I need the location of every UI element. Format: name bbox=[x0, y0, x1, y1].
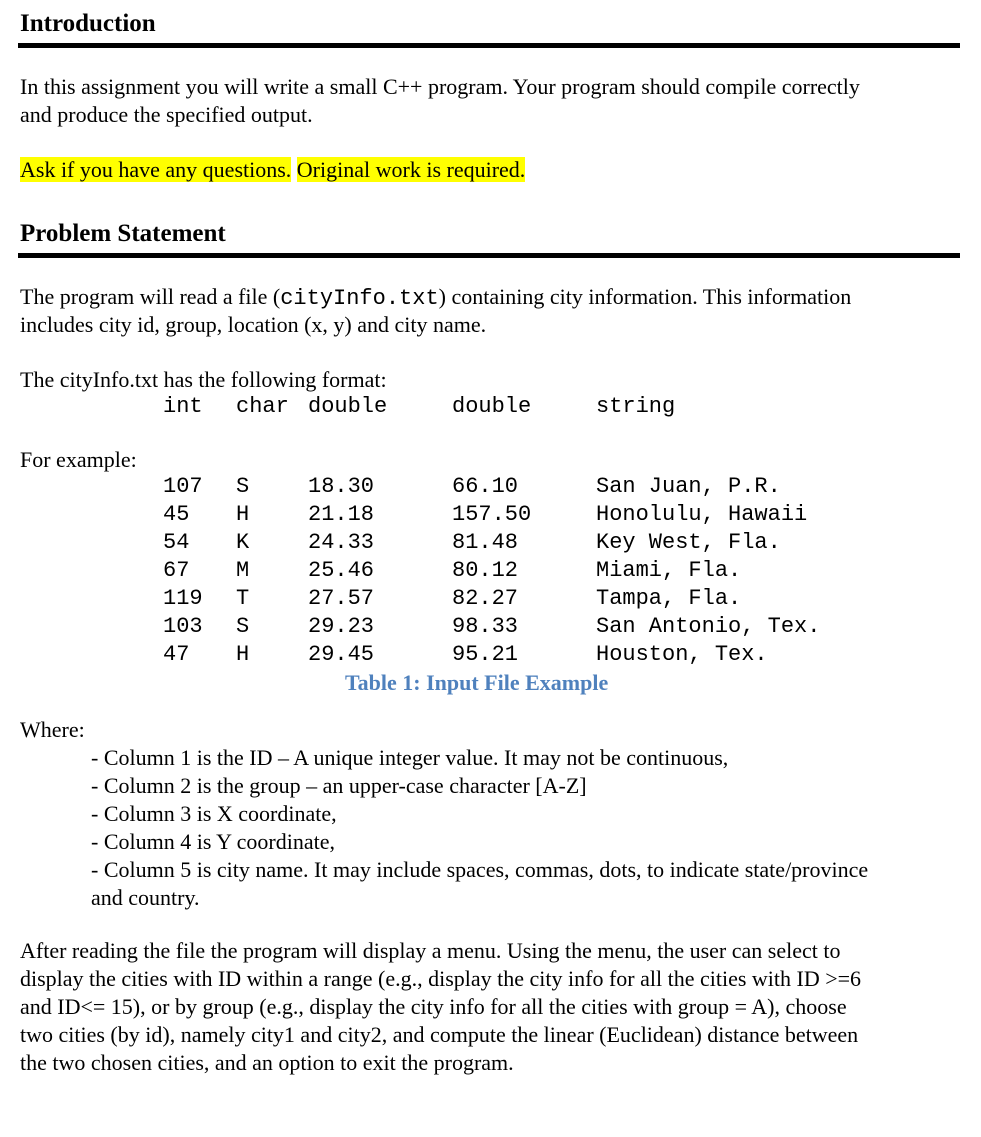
column-description-list bbox=[91, 744, 868, 912]
table-cell: Houston, Tex. bbox=[596, 642, 768, 667]
intro-heading: Introduction bbox=[20, 10, 156, 37]
table-cell: 18.30 bbox=[308, 474, 375, 499]
table-cell: 81.48 bbox=[452, 530, 519, 555]
table-cell: San Antonio, Tex. bbox=[596, 614, 821, 639]
table-cell: 66.10 bbox=[452, 474, 519, 499]
table-cell: T bbox=[236, 586, 250, 611]
where-label: Where: bbox=[20, 717, 85, 742]
table-cell: 47 bbox=[163, 642, 190, 667]
table-cell: 103 bbox=[163, 614, 203, 639]
problem-paragraph-line-1: The program will read a file (cityInfo.txt) containing city information. This information bbox=[20, 284, 852, 311]
example-label: For example: bbox=[20, 447, 137, 472]
format-type-char: char bbox=[236, 394, 289, 419]
table-cell: 67 bbox=[163, 558, 190, 583]
table-cell: Miami, Fla. bbox=[596, 558, 742, 583]
original-work-highlight: Original work is required. bbox=[296, 157, 526, 182]
problem-rule bbox=[18, 253, 960, 258]
table-cell: 29.23 bbox=[308, 614, 375, 639]
filename-code: cityInfo.txt bbox=[280, 286, 439, 311]
table-cell: 107 bbox=[163, 474, 203, 499]
table-cell: 98.33 bbox=[452, 614, 519, 639]
table-cell: 157.50 bbox=[452, 502, 532, 527]
table-cell: H bbox=[236, 642, 250, 667]
paragraph-line: After reading the file the program will display a menu. Using the menu, the user can select to bbox=[20, 938, 841, 963]
table-cell: 21.18 bbox=[308, 502, 375, 527]
table-cell: 95.21 bbox=[452, 642, 519, 667]
table-caption: Table 1: Input File Example bbox=[345, 670, 609, 695]
menu-description-paragraph bbox=[20, 937, 861, 1077]
list-item: - Column 2 is the group – an upper-case character [A-Z] bbox=[91, 773, 587, 798]
list-item: - Column 1 is the ID – A unique integer value. It may not be continuous, bbox=[91, 745, 729, 770]
table-cell: 119 bbox=[163, 586, 203, 611]
table-cell: S bbox=[236, 614, 250, 639]
list-item: - Column 5 is city name. It may include spaces, commas, dots, to indicate state/province bbox=[91, 857, 869, 882]
table-cell: 45 bbox=[163, 502, 190, 527]
table-cell: 80.12 bbox=[452, 558, 519, 583]
intro-paragraph-line-1: In this assignment you will write a small C++ program. Your program should compile correctly bbox=[20, 74, 860, 99]
table-cell: Tampa, Fla. bbox=[596, 586, 742, 611]
format-type-double-x: double bbox=[308, 394, 388, 419]
paragraph-line: and ID<= 15), or by group (e.g., display the city info for all the cities with group = A), choose bbox=[20, 994, 847, 1019]
intro-highlight-line bbox=[20, 156, 525, 184]
format-type-double-y: double bbox=[452, 394, 532, 419]
paragraph-line: the two chosen cities, and an option to exit the program. bbox=[20, 1050, 514, 1075]
intro-rule bbox=[18, 43, 960, 48]
table-cell: 82.27 bbox=[452, 586, 519, 611]
format-intro: The cityInfo.txt has the following format: bbox=[20, 367, 387, 392]
table-cell: San Juan, P.R. bbox=[596, 474, 781, 499]
paragraph-line: display the cities with ID within a range (e.g., display the city info for all the cities with ID >=6 bbox=[20, 966, 862, 991]
table-cell: 54 bbox=[163, 530, 190, 555]
intro-paragraph-line-2: and produce the specified output. bbox=[20, 102, 313, 127]
questions-highlight: Ask if you have any questions. bbox=[20, 157, 292, 182]
paragraph-line: two cities (by id), namely city1 and city2, and compute the linear (Euclidean) distance between bbox=[20, 1022, 859, 1047]
table-cell: 24.33 bbox=[308, 530, 375, 555]
list-item: - Column 4 is Y coordinate, bbox=[91, 829, 335, 854]
problem-paragraph-line-2: includes city id, group, location (x, y) and city name. bbox=[20, 312, 487, 337]
table-cell: M bbox=[236, 558, 250, 583]
list-item: - Column 3 is X coordinate, bbox=[91, 801, 337, 826]
format-type-int: int bbox=[163, 394, 203, 419]
list-item-continuation: and country. bbox=[91, 885, 200, 910]
problem-heading: Problem Statement bbox=[20, 220, 226, 247]
table-cell: 27.57 bbox=[308, 586, 375, 611]
format-type-string: string bbox=[596, 394, 676, 419]
table-cell: H bbox=[236, 502, 250, 527]
table-cell: Honolulu, Hawaii bbox=[596, 502, 808, 527]
table-cell: 25.46 bbox=[308, 558, 375, 583]
table-cell: K bbox=[236, 530, 250, 555]
table-cell: Key West, Fla. bbox=[596, 530, 781, 555]
table-cell: 29.45 bbox=[308, 642, 375, 667]
table-cell: S bbox=[236, 474, 250, 499]
